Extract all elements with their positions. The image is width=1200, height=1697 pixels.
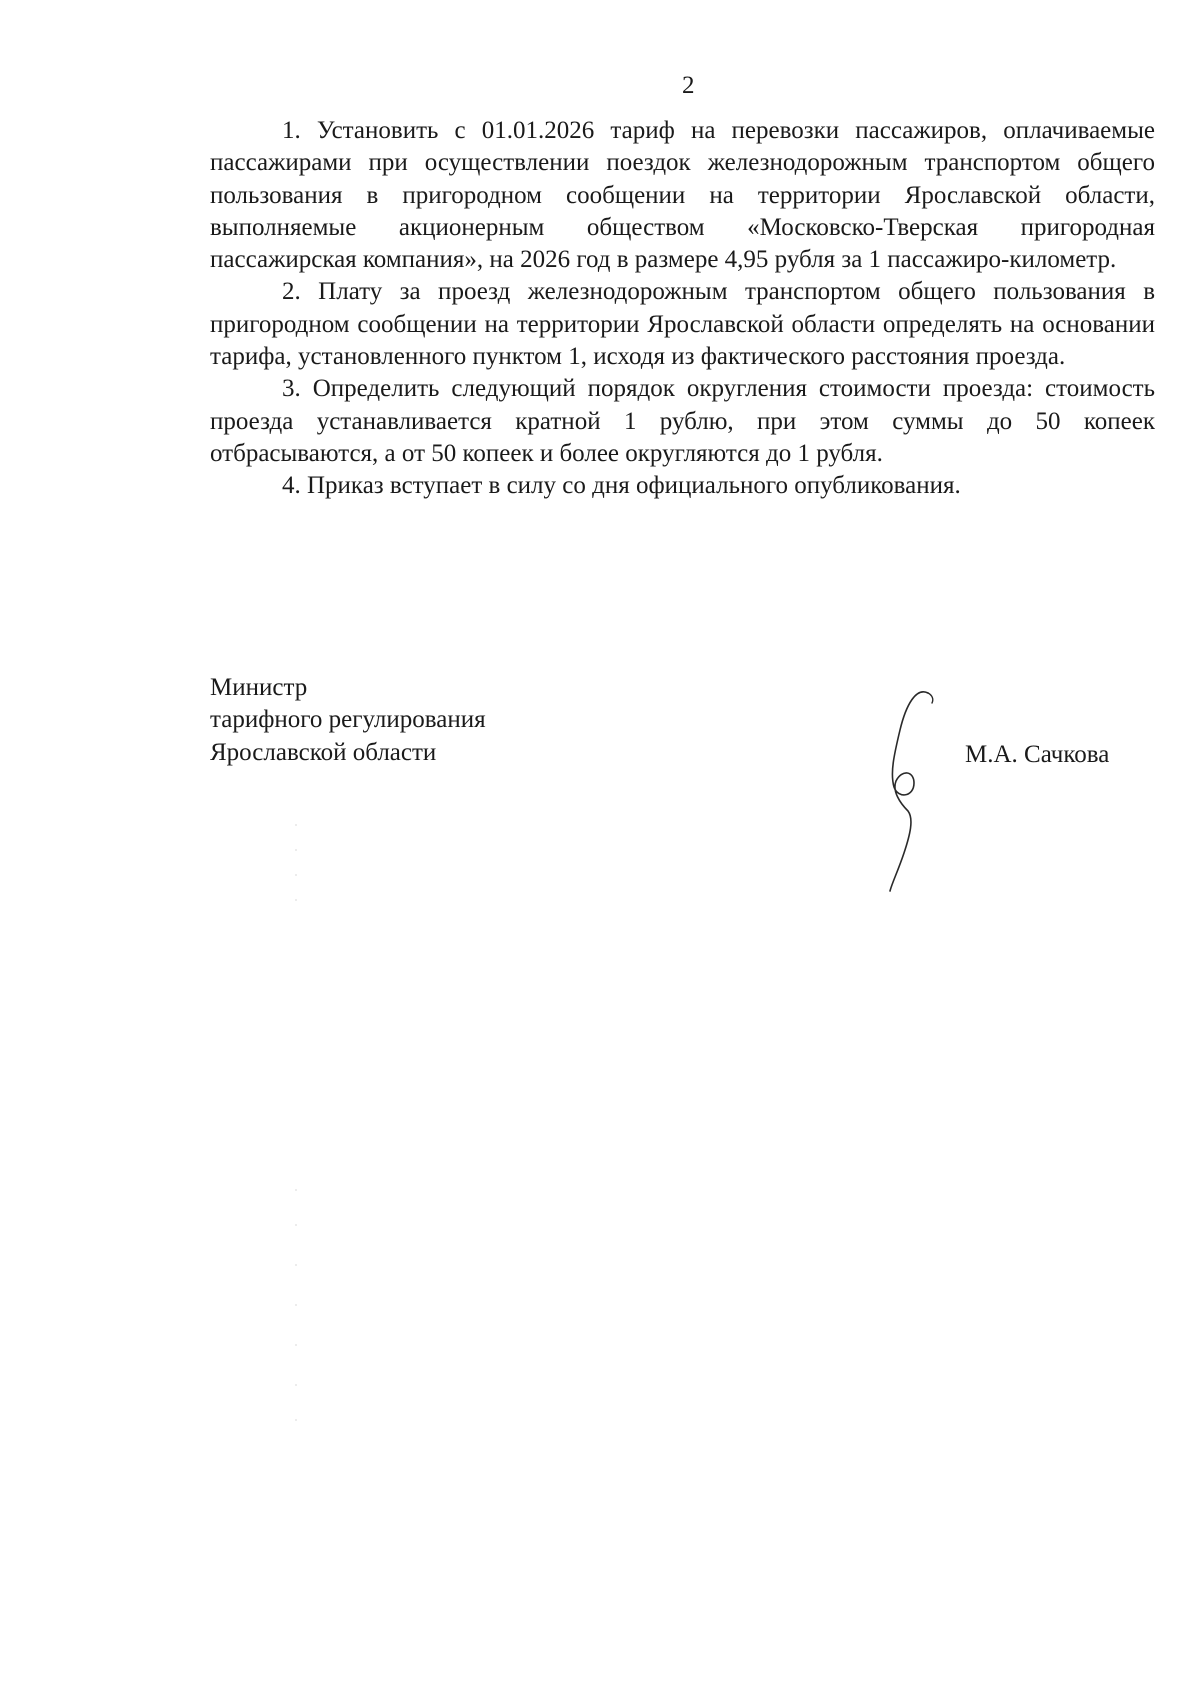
page-number: 2	[682, 72, 695, 99]
order-body	[210, 115, 1155, 503]
paragraph-2: 2. Плату за проезд железнодорожным транспортом общего пользования в пригородном сообщении на территории Ярославской области определять на основании тарифа, установленного пунктом 1, исходя из фактического расстояния проезда.	[210, 278, 1155, 371]
scan-artifact	[295, 1185, 297, 1425]
paragraph-1: 1. Установить с 01.01.2026 тариф на перевозки пассажиров, оплачиваемые пассажирами при осуществлении поездок железнодорожным транспортом общего пользования в пригородном сообщении на территории Ярославской области, выполняемые акционерным обществом «Московско-Тверская пригородная пассажирская компания», на 2026 год в размере 4,95 рубля за 1 пассажиро-километр.	[210, 117, 1155, 274]
signatory-position	[210, 672, 486, 769]
signer-name: М.А. Сачкова	[965, 741, 1110, 768]
handwritten-signature	[870, 685, 940, 895]
position-line-3: Ярославской области	[210, 738, 437, 766]
paragraph-3: 3. Определить следующий порядок округления стоимости проезда: стоимость проезда устанавливается кратной 1 рублю, при этом суммы до 50 копеек отбрасываются, а от 50 копеек и более округляются до 1 рубля.	[210, 375, 1155, 467]
scan-artifact	[295, 820, 297, 920]
paragraph-4: 4. Приказ вступает в силу со дня официального опубликования.	[282, 472, 961, 500]
position-line-2: тарифного регулирования	[210, 706, 486, 734]
position-line-1: Министр	[210, 674, 308, 701]
